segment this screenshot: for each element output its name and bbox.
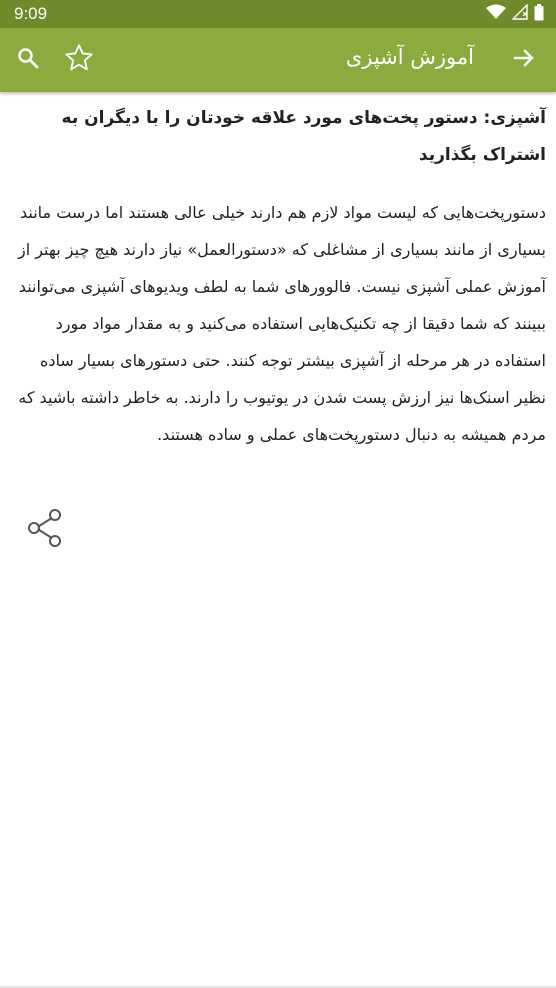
signal-icon	[512, 4, 528, 24]
back-button[interactable]	[506, 42, 542, 78]
share-icon	[24, 535, 68, 554]
app-bar	[0, 28, 556, 92]
page-title: آموزش آشپزی	[345, 45, 474, 69]
article-body: دستورپخت‌هایی که لیست مواد لازم هم دارند خیلی عالی هستند اما درست مانند بسیاری از مانند بسیاری از مشاغلی که «دستورالعمل» نیاز دارند هیچ چیز بهتر از آموزش عملی آشپزی نیست. فالوورهای شما به لطف ویدیوهای آشپزی می‌توانند ببینند که شما دقیقا از چه تکنیک‌هایی استفاده می‌کنید و به مقدار مواد مورد استفاده در هر مرحله از آشپزی بیشتر توجه کنند. حتی دستورهای بسیار ساده نظیر اسنک‌ها نیز ارزش پست شدن در یوتیوب را دارند. به خاطر داشته باشید که مردم همیشه به دنبال دستورپخت‌های عملی و ساده هستند.	[17, 203, 546, 444]
status-time: 9:09	[14, 4, 48, 23]
article	[14, 100, 546, 453]
arrow-right-icon	[512, 46, 536, 74]
article-heading: آشپزی: دستور پخت‌های مورد علاقه خودتان را با دیگران به اشتراک بگذارید	[61, 108, 546, 165]
search-button[interactable]	[10, 42, 46, 78]
favorite-button[interactable]	[60, 41, 98, 79]
status-icons	[486, 6, 544, 22]
status-bar	[0, 0, 556, 28]
search-icon	[16, 46, 40, 74]
battery-icon	[534, 4, 544, 25]
share-button[interactable]	[24, 506, 68, 550]
wifi-icon	[486, 4, 506, 24]
star-outline-icon	[63, 42, 95, 78]
